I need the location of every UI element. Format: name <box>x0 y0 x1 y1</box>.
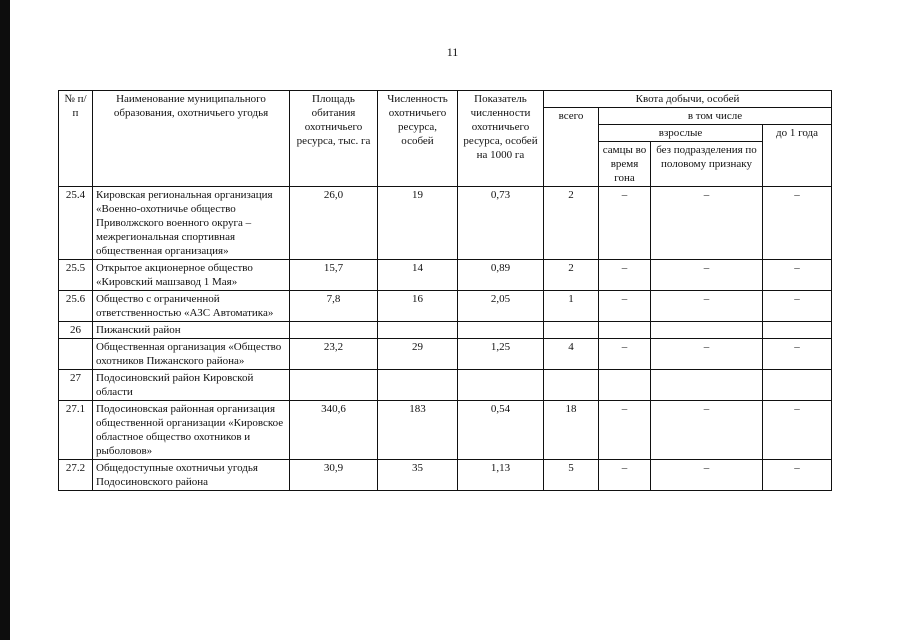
cell-males <box>599 322 651 339</box>
cell-under1: – <box>763 401 832 460</box>
cell-name: Подосиновский район Кировской области <box>93 370 290 401</box>
table-row <box>59 460 832 491</box>
quota-table <box>58 90 832 491</box>
cell-density: 0,54 <box>458 401 544 460</box>
cell-density: 1,13 <box>458 460 544 491</box>
header-under1: до 1 года <box>763 125 832 187</box>
cell-nosex: – <box>651 291 763 322</box>
header-males: самцы во время гона <box>599 142 651 187</box>
cell-name: Кировская региональная организация «Военно-охотничье общество Приволжского военного округа – межрегиональная спортивная общественная организация» <box>93 187 290 260</box>
cell-count: 35 <box>378 460 458 491</box>
cell-num: 27 <box>59 370 93 401</box>
cell-area: 26,0 <box>290 187 378 260</box>
cell-under1: – <box>763 187 832 260</box>
cell-males: – <box>599 260 651 291</box>
cell-total <box>544 322 599 339</box>
header-including: в том числе <box>599 108 832 125</box>
cell-density: 2,05 <box>458 291 544 322</box>
cell-under1: – <box>763 260 832 291</box>
cell-total: 2 <box>544 187 599 260</box>
cell-density: 1,25 <box>458 339 544 370</box>
cell-num: 27.2 <box>59 460 93 491</box>
cell-num <box>59 339 93 370</box>
cell-nosex <box>651 322 763 339</box>
cell-nosex: – <box>651 187 763 260</box>
table-row <box>59 260 832 291</box>
cell-count <box>378 370 458 401</box>
cell-area <box>290 370 378 401</box>
cell-count <box>378 322 458 339</box>
cell-name: Общедоступные охотничьи угодья Подосиновского района <box>93 460 290 491</box>
cell-nosex: – <box>651 401 763 460</box>
header-nosex: без подразделения по половому признаку <box>651 142 763 187</box>
cell-under1: – <box>763 339 832 370</box>
cell-name: Общество с ограниченной ответственностью «АЗС Автоматика» <box>93 291 290 322</box>
cell-density <box>458 370 544 401</box>
cell-num: 27.1 <box>59 401 93 460</box>
cell-num: 25.6 <box>59 291 93 322</box>
cell-males: – <box>599 460 651 491</box>
cell-count: 183 <box>378 401 458 460</box>
cell-under1 <box>763 322 832 339</box>
cell-count: 19 <box>378 187 458 260</box>
cell-total: 5 <box>544 460 599 491</box>
cell-males: – <box>599 291 651 322</box>
cell-name: Общественная организация «Общество охотников Пижанского района» <box>93 339 290 370</box>
cell-count: 29 <box>378 339 458 370</box>
cell-under1 <box>763 370 832 401</box>
cell-nosex: – <box>651 260 763 291</box>
header-adults: взрослые <box>599 125 763 142</box>
cell-total: 4 <box>544 339 599 370</box>
cell-count: 14 <box>378 260 458 291</box>
cell-density <box>458 322 544 339</box>
header-count: Численность охотничьего ресурса, особей <box>378 91 458 187</box>
cell-count: 16 <box>378 291 458 322</box>
cell-area <box>290 322 378 339</box>
cell-num: 26 <box>59 322 93 339</box>
cell-nosex: – <box>651 460 763 491</box>
header-num: № п/п <box>59 91 93 187</box>
table-row <box>59 187 832 260</box>
cell-name: Пижанский район <box>93 322 290 339</box>
header-area: Площадь обитания охотничьего ресурса, тыс. га <box>290 91 378 187</box>
quota-table-body <box>59 187 832 491</box>
table-row <box>59 401 832 460</box>
table-row <box>59 370 832 401</box>
cell-males: – <box>599 339 651 370</box>
page-number: 11 <box>446 45 459 59</box>
header-total: всего <box>544 108 599 187</box>
cell-name: Открытое акционерное общество «Кировский машзавод 1 Мая» <box>93 260 290 291</box>
cell-area: 340,6 <box>290 401 378 460</box>
table-row <box>59 291 832 322</box>
cell-total: 1 <box>544 291 599 322</box>
cell-area: 30,9 <box>290 460 378 491</box>
cell-area: 7,8 <box>290 291 378 322</box>
cell-density: 0,73 <box>458 187 544 260</box>
cell-num: 25.4 <box>59 187 93 260</box>
scan-edge-bar <box>0 0 10 640</box>
cell-males <box>599 370 651 401</box>
cell-total: 18 <box>544 401 599 460</box>
cell-area: 23,2 <box>290 339 378 370</box>
cell-num: 25.5 <box>59 260 93 291</box>
cell-total: 2 <box>544 260 599 291</box>
header-density: Показатель численности охотничьего ресурса, особей на 1000 га <box>458 91 544 187</box>
cell-males: – <box>599 187 651 260</box>
table-row <box>59 339 832 370</box>
cell-total <box>544 370 599 401</box>
header-quota: Квота добычи, особей <box>544 91 832 108</box>
cell-density: 0,89 <box>458 260 544 291</box>
cell-nosex <box>651 370 763 401</box>
cell-under1: – <box>763 460 832 491</box>
cell-males: – <box>599 401 651 460</box>
cell-under1: – <box>763 291 832 322</box>
cell-name: Подосиновская районная организация общественной организации «Кировское областное общество охотников и рыболовов» <box>93 401 290 460</box>
cell-nosex: – <box>651 339 763 370</box>
header-row-1 <box>59 91 832 108</box>
header-name: Наименование муниципального образования, охотничьего угодья <box>93 91 290 187</box>
cell-area: 15,7 <box>290 260 378 291</box>
table-row <box>59 322 832 339</box>
